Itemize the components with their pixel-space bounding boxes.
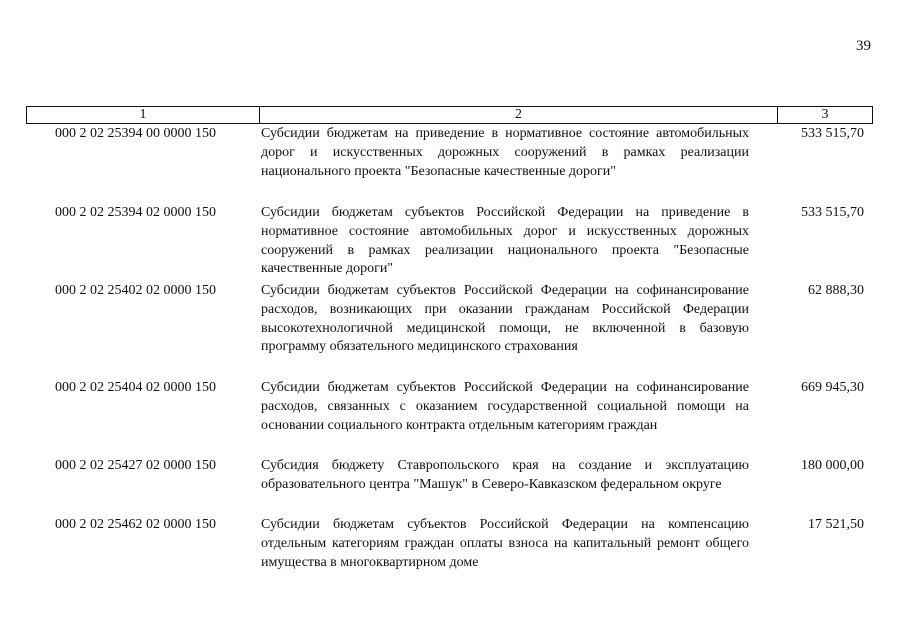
row-description: Субсидии бюджетам субъектов Российской Федерации на компенсацию отдельным категориям граждан оплаты взноса на капитальный ремонт общего имущества в многоквартирном доме [261, 517, 749, 570]
budget-code: 000 2 02 25394 02 0000 150 [55, 205, 216, 220]
row-amount: 62 888,30 [808, 283, 864, 298]
budget-code: 000 2 02 25404 02 0000 150 [55, 380, 216, 395]
header-cell-1: 1 [27, 107, 260, 123]
row-amount: 533 515,70 [801, 126, 864, 141]
row-amount: 180 000,00 [801, 458, 864, 473]
row-description: Субсидии бюджетам субъектов Российской Федерации на софинансирование расходов, возникающих при оказании гражданам Российской Федерации высокотехнологичной медицинской помощи, не включенной в базовую программу обязательного медицинского страхования [261, 283, 749, 355]
row-description: Субсидии бюджетам субъектов Российской Федерации на софинансирование расходов, связанных с оказанием государственной социальной помощи на основании социального контракта отдельным категориям граждан [261, 380, 749, 433]
table-header [26, 106, 873, 124]
row-description: Субсидия бюджету Ставропольского края на создание и эксплуатацию образовательного центра "Машук" в Северо-Кавказском федеральном округе [261, 458, 749, 492]
budget-code: 000 2 02 25427 02 0000 150 [55, 458, 216, 473]
header-cell-2: 2 [260, 107, 778, 123]
row-amount: 669 945,30 [801, 380, 864, 395]
budget-code: 000 2 02 25402 02 0000 150 [55, 283, 216, 298]
row-amount: 17 521,50 [808, 517, 864, 532]
budget-code: 000 2 02 25462 02 0000 150 [55, 517, 216, 532]
row-description: Субсидии бюджетам субъектов Российской Федерации на приведение в нормативное состояние автомобильных дорог и искусственных дорожных сооружений в рамках реализации национального проекта "Безопасные качественные дороги" [261, 205, 749, 277]
budget-code: 000 2 02 25394 00 0000 150 [55, 126, 216, 141]
row-description: Субсидии бюджетам на приведение в нормативное состояние автомобильных дорог и искусственных дорожных сооружений в рамках реализации национального проекта "Безопасные качественные дороги" [261, 126, 749, 179]
row-amount: 533 515,70 [801, 205, 864, 220]
page-number: 39 [856, 38, 871, 54]
header-cell-3: 3 [821, 107, 829, 122]
